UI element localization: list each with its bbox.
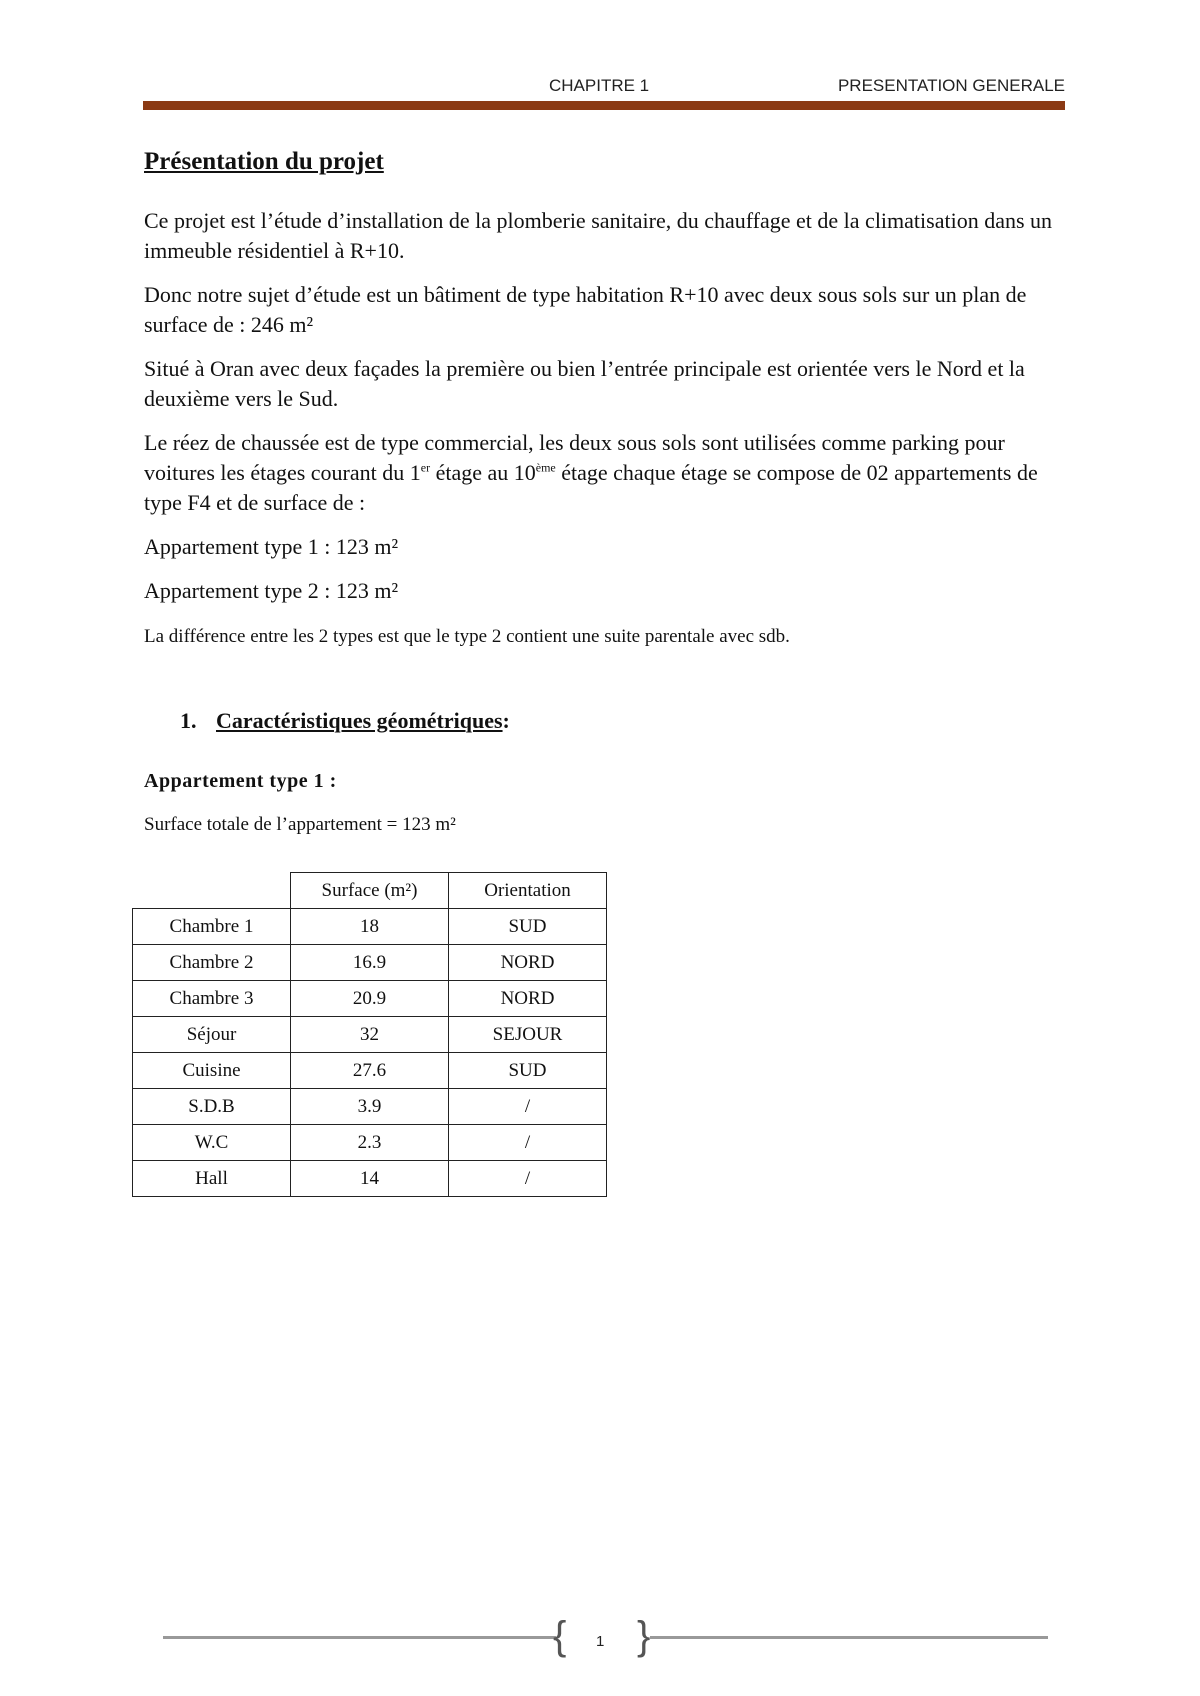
room-name: Chambre 3 [133, 981, 291, 1017]
header-chapter: CHAPITRE 1 [549, 76, 650, 95]
room-name: Cuisine [133, 1053, 291, 1089]
table-row [133, 981, 607, 1017]
section-number: 1. [180, 708, 197, 733]
section-heading [180, 706, 1064, 736]
column-header-surface: Surface (m²) [291, 873, 449, 909]
table-row [133, 1017, 607, 1053]
floors-text-a: Le réez de chaussée est de type commercial, les deux sous sols sont utilisées comme parking pour voitures les étages courant du 1 [144, 430, 1005, 485]
room-surface: 18 [291, 909, 449, 945]
room-name: Séjour [133, 1017, 291, 1053]
room-name: Chambre 1 [133, 909, 291, 945]
rooms-table [132, 872, 607, 1197]
document-body [144, 146, 1064, 840]
footer-rule-right [650, 1636, 1048, 1639]
table-row [133, 1125, 607, 1161]
table-row [133, 945, 607, 981]
floors-sup-eme: ème [535, 460, 556, 475]
room-name: S.D.B [133, 1089, 291, 1125]
room-surface: 20.9 [291, 981, 449, 1017]
room-orientation: SUD [449, 909, 607, 945]
floors-sup-er: er [420, 460, 431, 475]
room-orientation: / [449, 1125, 607, 1161]
room-orientation: NORD [449, 981, 607, 1017]
room-name: Hall [133, 1161, 291, 1197]
apartment-title: Appartement type 1 : [144, 770, 337, 792]
table-row [133, 1053, 607, 1089]
paragraph-difference: La différence entre les 2 types est que le type 2 contient une suite parentale avec sdb. [144, 626, 790, 647]
paragraph-location: Situé à Oran avec deux façades la première ou bien l’entrée principale est orientée vers le Nord et la deuxième vers le Sud. [144, 356, 1025, 411]
paragraph-intro: Ce projet est l’étude d’installation de la plomberie sanitaire, du chauffage et de la climatisation dans un immeuble résidentiel à R+10. [144, 208, 1053, 263]
surface-total: Surface totale de l’appartement = 123 m² [144, 814, 456, 835]
table-header-row [133, 873, 607, 909]
page-title: Présentation du projet [144, 148, 384, 175]
room-orientation: / [449, 1161, 607, 1197]
section-title: Caractéristiques géométriques [216, 708, 503, 733]
room-surface: 27.6 [291, 1053, 449, 1089]
header-title: PRESENTATION GENERALE [837, 76, 1065, 95]
paragraph-building: Donc notre sujet d’étude est un bâtiment de type habitation R+10 avec deux sous sols sur un plan de surface de : 246 m² [144, 282, 1027, 337]
table-corner-cell [133, 873, 291, 909]
room-surface: 2.3 [291, 1125, 449, 1161]
table-row [133, 1089, 607, 1125]
table-row [133, 1161, 607, 1197]
left-brace-icon: { [553, 1614, 567, 1658]
room-surface: 16.9 [291, 945, 449, 981]
floors-text-b: étage au 10 [430, 460, 536, 485]
apartment-type-2-line: Appartement type 2 : 123 m² [144, 578, 399, 603]
room-surface: 14 [291, 1161, 449, 1197]
table-row [133, 909, 607, 945]
room-orientation: SUD [449, 1053, 607, 1089]
page-header [0, 76, 1200, 100]
floors-text-c: étage chaque étage se compose de 02 appartements de type F4 et de surface de : [144, 460, 1038, 515]
header-rule [143, 101, 1065, 110]
column-header-orientation: Orientation [449, 873, 607, 909]
room-orientation: SEJOUR [449, 1017, 607, 1053]
right-brace-icon: } [637, 1614, 651, 1658]
room-name: W.C [133, 1125, 291, 1161]
apartment-type-1-line: Appartement type 1 : 123 m² [144, 534, 399, 559]
page-number: 1 [596, 1633, 605, 1650]
section-colon: : [502, 708, 510, 733]
footer-rule-left [163, 1636, 556, 1639]
room-surface: 3.9 [291, 1089, 449, 1125]
room-surface: 32 [291, 1017, 449, 1053]
room-orientation: NORD [449, 945, 607, 981]
room-orientation: / [449, 1089, 607, 1125]
paragraph-floors [144, 428, 1064, 518]
room-name: Chambre 2 [133, 945, 291, 981]
